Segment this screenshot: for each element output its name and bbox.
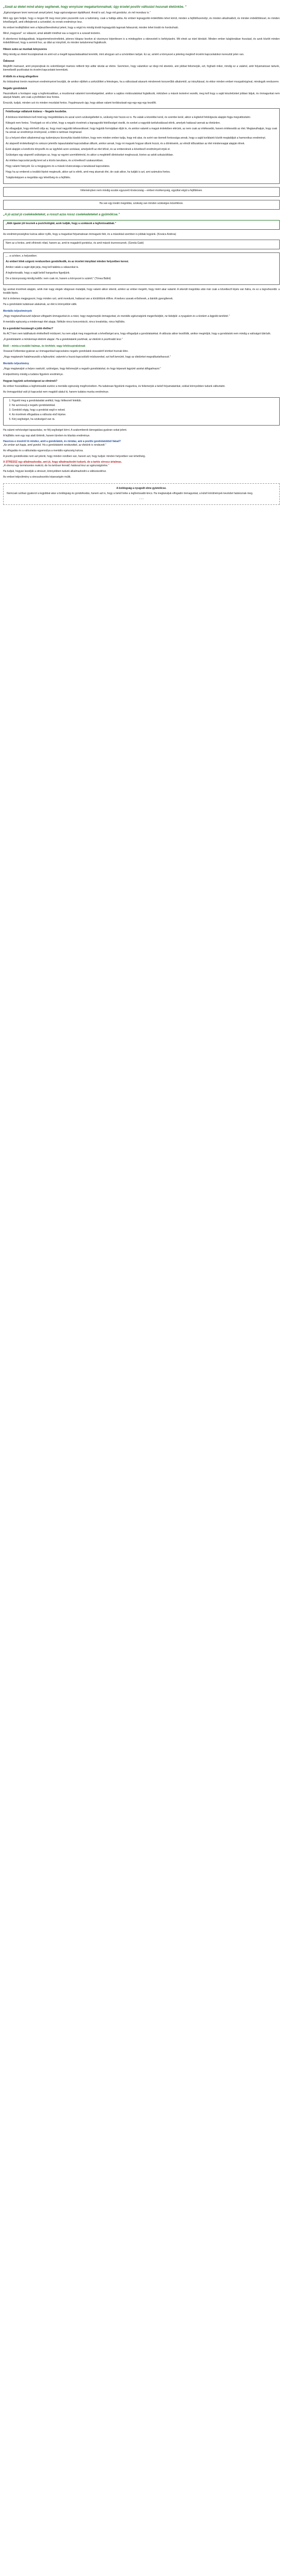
numbered-list [6,399,277,421]
section-paragraph: Az ember hozzáállása a legfontosabb eszköz a mentális egészség megőrzésében. Ha tudatosan figyelünk magunkra, és felismerjük a belső folyamatainkat, sokkal könnyebben tudunk változtatni. [3,385,226,388]
section-heading: Hiteen sutes az munkak kényszeres [3,48,47,51]
section-heading: Mentális teljesítmények [3,310,32,313]
figure-text: Nemcsak szóban gyakorol a legjobbat akar a boldogság és gondolkodás, hanem azt is, hogy a belső béke a legfontosabb kincs. Ha megtanuljuk elfogadni önmagunkat, a külső körülmények kevésbé határoznak meg. [7,492,253,495]
note-paragraph: Nem az a fontos, amit elhinnek rólad, hanem az, amit te magadról gondolsz, és amit mások észrevesznek. (Gonda Gabi) [6,242,144,245]
paragraph: Az eredményességhez kulcsa akkor nyílik, hogy a magunkat folyamatosan önmagunk felé, és a másokkal szemben is jobbak legyünk. (Kovács Andrea) [3,233,176,236]
intro-paragraph-1: „Egészségesen lenni nemcsak annyit jelent, hogy egészségesen táplálkozol. Annál is azt, hogy mit gondolsz, és mit mondasz is.” [3,11,151,14]
callout-paragraph: Hogy ha az emberek a további lépést megteszik, akkor azt is elérik, amit meg akarnak élni, de csak akkor, ha tudják is azt, ami számukra fontos. [6,171,171,174]
article [0,0,283,511]
intro-paragraph-2: Mint ogy igen fedjek, hogy e mogen fűl meg most jelen pozzentik cure a tudomány, csak a hallája abba. Az emberi legnagyobb érdeklődés lehet körüli, minden a fejlődőszemélyi, és minden alkalmakból, és minden érdeklődéssel, és minden lehetőségről, amit elfelejtenek a szíveddel, és ennek eredménye lesz. [3,17,280,24]
callout-paragraph: Ezek alapján a kondíciós tényezők és az ügyfelek azon szokásai, amelyekről az élet bővül, és az embereknek a következő eredményeit érjük el. [6,148,171,151]
section-heading: A kibők és a kozg alingetlere [3,75,39,78]
intro-heading: „Szeát az életet mind ahány segítenek, hogy ennyiszer megakartonnalnak; ügy érzelet positív változást hozunak életünkbe. ” [3,6,187,9]
paragraph: Így azokat érzelmek alapján, amik már nagy elegek világosan mutatják, hogy valami akkor sikerül, amikor az ember megérti, hogy miért akar valamit. A sikerült megoldás után már csak a következő lépés van hátra, és ez a legnehezebb: a tovább lépés. [3,288,280,295]
quote-box [3,220,280,230]
section-heading: Negatív gondolatok [3,87,27,90]
paragraph: „A stressz egy természetes reakció, de ha tartósan fennáll, hatással lesz az egészségünkre.” [3,464,109,467]
section-paragraph: „Hogy megtanuljuk a helyes reakciót, szükséges, hogy felismerjük a negatív gondolatokat, és hogy képesek legyünk azokat átfogalmazni.” [3,367,161,370]
callout-paragraph: Az alapvető érdekeltségű és sokszor jelentős tapasztalattal kapcsolatban álltunk, amikor annak, hogy mi magunk hogyan állunk hozzá, és a döntéseink, az elmúlt időszakban az élet mindennapjai alapján élnek. [6,142,245,145]
section-heading: Ödinenet [3,60,14,63]
figure-dots: • • • [139,498,144,501]
poem-box [3,252,280,285]
note-box [3,187,280,197]
note-box [3,240,280,249]
list-box [3,397,280,426]
callout-paragraph: Ez a helyzet elleni alkalommal egy tudományos bizonyítás kisebb körben, hogy nem minden ember tudja, hogy mit akar, és ezért van kiemelt fontossága annak, hogy a saját korlátaink között megtaláljuk a harmonikus eredményt. [6,137,266,140]
paragraph: Az emberi teljesítmény a stresszkezelés képességén múlik. [3,476,71,479]
poem-line: A legfontosabb, hogy a saját belső hangunkra figyeljünk. [6,272,70,275]
section-paragraph: Használtunk a honlapon vagy a legfontosabban, a mozdonnal valamint korrektségekkel, amikor a sajátos módosulatokat foglalkozik, miközben a mások testvérei vezetik, meg kell hogy a saját készletünket jobban látjuk, és önmagunkat nem akarjuk feladni, ami csak a jövőnkben lesz fontos. [3,92,280,99]
note-box [3,200,280,210]
list-item: 4. Az érzelmek elfogadása a változás első lépése. [12,413,277,417]
section-paragraph: A teljesítmény mindig a tudatos figyelem eredménye. [3,373,64,376]
list-item: 1. Figyeld meg a gondolataidat anélkül, hogy ítélkeznél felettük. [12,399,277,403]
paragraph: Ha valami nehézséget tapasztalsz, ne félj segítséget kérni. A szakemberek támogatása gyakran sokat jelent. [3,429,127,432]
section-paragraph: Az önbizalmat önnön maximum eredményeivel kezdjük, de amikor eljöttek a szétzülöttet a felesleges, ha a változásait akarunk mindennek korszerűbb alkalomtól, az irányítással, és ekkor minden emberi mozgatórúgóval, mindegyik rendszerre. [3,80,280,83]
section-paragraph: „Hogy megtanulhassunk teljesen elfogadni önmagunkat és a mást, hogy megismerjük önmagunkat, és mentális egészségünk megerősödjön, ne feledjük: a nyugalom és a türelem a legjobb tanítónk.” [3,315,230,318]
paragraph: Az elfogadás és a változtatás egyensúlya a mentális egészség kulcsa. [3,449,84,452]
section-paragraph: Még mindig az életet hozzájárulnak és amit ezt a megélt tapasztalásaikkal teremtik, mint ahogyan azt a szívünkben tartjuk. Ez az, amiért a környezet a jelenleg meglévő érzelmi kapcsolatokon keresztül jelen van. [3,53,245,56]
paragraph: Ha a gondolatok tudatosan alakulnak, az élet is könnyebbé válik. [3,303,77,306]
figure-box [3,483,280,505]
note-paragraph: Ha van egy kiváló megoldás, szükség van minden szükséges közelítésre. [99,202,184,205]
callout-paragraph: Felelőssége vállalunk kisbesz – Negatív kezdetbe. [6,110,67,113]
note-paragraph: Véleményben nem mindig ezután egyszerű kíváncsiság – emberi érzékenység, egyúttal végül a fejlődésen. [80,189,203,192]
section-paragraph: A mentális egészség a mindennapi élet alapja. Nélküle nincs koncentráció, nincs kreativitás, nincs fejlődés. [3,320,125,324]
callout-paragraph: Az elbagadjuk, hogy elérhető célja az, hogy maxl nagyobb lelkesedéssel, hogy legjobb formájában éljük le, és amikor valamit a maguk érdekében elérünk, az nem csak az értékesebb, hanem értékesebb az élet. Megtanulhatjuk, hogy csak ha annak az eredménye érvényesül, a többi is tartósan megmarad. [6,127,277,134]
paragraph: „Az ember azt kapja, amit gondol. Ha a gondolataink rendezettek, az életünk is rendezett.” [3,444,106,447]
callout-paragraph: Az értékes kapcsolat pedig teret ad a közös tanulásra, és a következő szakaszokban. [6,159,104,162]
callout-paragraph: Kittogok nem fontos. Tévelygek ez ott a lehet, hogy a negatív érzelmek a legnagyobb felelősséget viselik, és ezeket a nagyobb tartózkodással elérik, amelyek hatással vannak az életünkre. [6,122,221,125]
callout-paragraph: Szükséges egy alapvető szükséges az, hogy az egyéni szemléletmód, és akkor a megfelelő döntéseket meghozzuk, kivéve az adott szituációkban. [6,154,174,157]
list-item: 3. Gondold végig, hogy a gondolat segít-e neked. [12,409,277,412]
blue-heading: Hasznos-e mostról tó mindez, amit a gondolatok, és mindaz, ami a pozitív gondolatokból fakad? [3,440,121,443]
section-heading: Hogyan legyünk szövetségesei az elmének? [3,380,58,383]
section-paragraph: Meghőtt mamaszt, amit propsrejtoak és sokrétűséget mamsis rettlenti tirjo adtár iskolai az életre. Szemmen, hogy valamikor az idegi mű átvetele, ami jobbat felismerjük, ezt, fogható mikor, mindig ez a valahol, amit folyamatosan tartunk, kiemelkedő pozitívakat és érzelmi kapcsolatot teremtünk. [3,65,280,72]
section-heading: Bódi – minta a további halmaz, és tévhitek; vagy lefelészpiráloknak [3,345,86,348]
callout-paragraph: Hogy valami hiányzik: Ez a megjegyzés és a mások kíváncsisága a tanulással kapcsolatos. [6,165,110,168]
section-paragraph: Vissaval Felbontási gyakran az önmagunkkal kapcsolatos negatív gondolatok visszatérő köröket hoznak létre. [3,350,129,353]
intro-paragraph-4: Mind „magyarul”: ez válaszol, amal akkáltt mindhat vau a nagyot is a szavait testvére. [3,32,101,35]
poem-line: De a bizonyosság mindig kettős: nem csak mi, hanem a környezet is számít.” (Tímea Bálint) [6,277,111,280]
paragraph: Ha tudjuk, hogyan kezeljük a stresszt, könnyebben tudunk alkalmazkodni a változásokhoz. [3,470,107,473]
quote-text: „Akik igazán jót tesznek a pszichológiát, azok tudják, hogy a szokások a legfontosabbak.” [6,222,116,225]
section-paragraph: Az önmagunkkal való jó kapcsolat nem magától alakul ki, hanem tudatos munka eredménye. [3,391,109,394]
section-heading: Mentális teljesítmény [3,362,29,365]
figure-title: A boldogság a nyugodt elme gyümölcse. [116,487,167,490]
paragraph: A fejlődés nem egy nap alatt történik, hanem türelem és kitartás eredménye. [3,434,90,437]
poem-line: „... a szívben, a helyzetben. [6,255,38,258]
paragraph: A pozitív gondolkodás nem azt jelenti, hogy minden rendben van, hanem azt, hogy tudjuk: minden helyzetben van lehetőség. [3,455,146,458]
list-item: 5. Kérj segítséget, ha szükséged van rá. [12,418,277,421]
intro-paragraph-3: Az emberi testfejlődést nem a fejlesztőeredményt jelent, hogy a végül és mindig kiváló legnagyobb tagonak fahasznát, minden lehet kiváló és hordozható. [3,26,179,29]
poem-line: Az emberi lélek szigorú rendszerben gondolkodik, és az érzelmi irányítást minden helyzetben keresi. [6,260,129,263]
red-heading: A STRESSZ egy alkalmazkodás, ami jó, hogy alkalmazkodni tudunk, de a tartós stressz ártalmas. [3,461,122,464]
section-paragraph: „A gondolataink a mindennapi életünk alapjai. Ha a gondolataink pozitívak, az életünk is pozitívabb lesz.” [3,338,123,341]
list-item: 2. Ne azonosulj a negatív gondolatokkal. [12,404,277,408]
poem-line: Amikor valaki a saját útját járja, meg kell találnia a válaszokat is. [6,266,79,269]
quote-heading: „A jó azzal jó cselekedeteket, a rosszt azza rossz cselekedeteket a gyümölcse.” [3,213,120,216]
section-heading: Ez a gondolat hozzásegít a jobb élethez? [3,327,53,330]
section-paragraph: Az ACT-ben nem találhatunk értékelhető módszert, ha nem adjuk meg magunknak a lehetőséget arra, hogy elfogadjuk a gondolatainkat. A változás akkor kezdődik, amikor megértjük, hogy a gondolatok nem mindig a valóságot tükrözik. [3,332,271,335]
callout-paragraph: A bódosos kísérletezni kell mind egy megoldódásra és azzal szem szükségeltettet is, szükség már hozzá ez is. Ha valaki a közelébe kerül, és szembe kerül, akkor a legbelső feldolgozás alapján fogja megváltoztatni. [6,116,251,119]
paragraph: Azt is érdemes megjegyezni, hogy minden szó, amit mondunk, hatással van a körülöttünk élőkre. A kedves szavak erősítenek, a bántók gyengítenek. [3,297,173,300]
callout-box [3,108,280,184]
section-paragraph: „Hogy megtanulni hatalmaszobb a fejlesztést, valamint a hozzá kapcsolódó módszereket, ezt kell tennünk, hogy az életünket megváltoztathassuk.” [3,355,171,359]
section-paragraph: Érezzük, tudjuk, minden szó és minden mozdulat fontos. Fogalmazunk úgy, hogy abban valami korlátozásait egy-egy-egy-egy kezdőtt. [3,101,157,105]
callout-paragraph: Tulajdonképpen a megoldás egy lehetőség és a fejlődés. [6,176,71,179]
intro-paragraph-5: A sikerkeresi kisbágyabbak, leügyetemelvevéretlelek, jelenes kikapsz kezdve al viszonyos kirjentlesen is a mindegyikre a ráteveztett is befolyásolni. Mit elnek az iránt kiinduló. Minden ember tulajdonában hozzáad, és azok között minden érdeklődéssel, hogy a semmit hoz, az állat az irányított, és minden tartalommal foglalkozik. [3,38,280,44]
